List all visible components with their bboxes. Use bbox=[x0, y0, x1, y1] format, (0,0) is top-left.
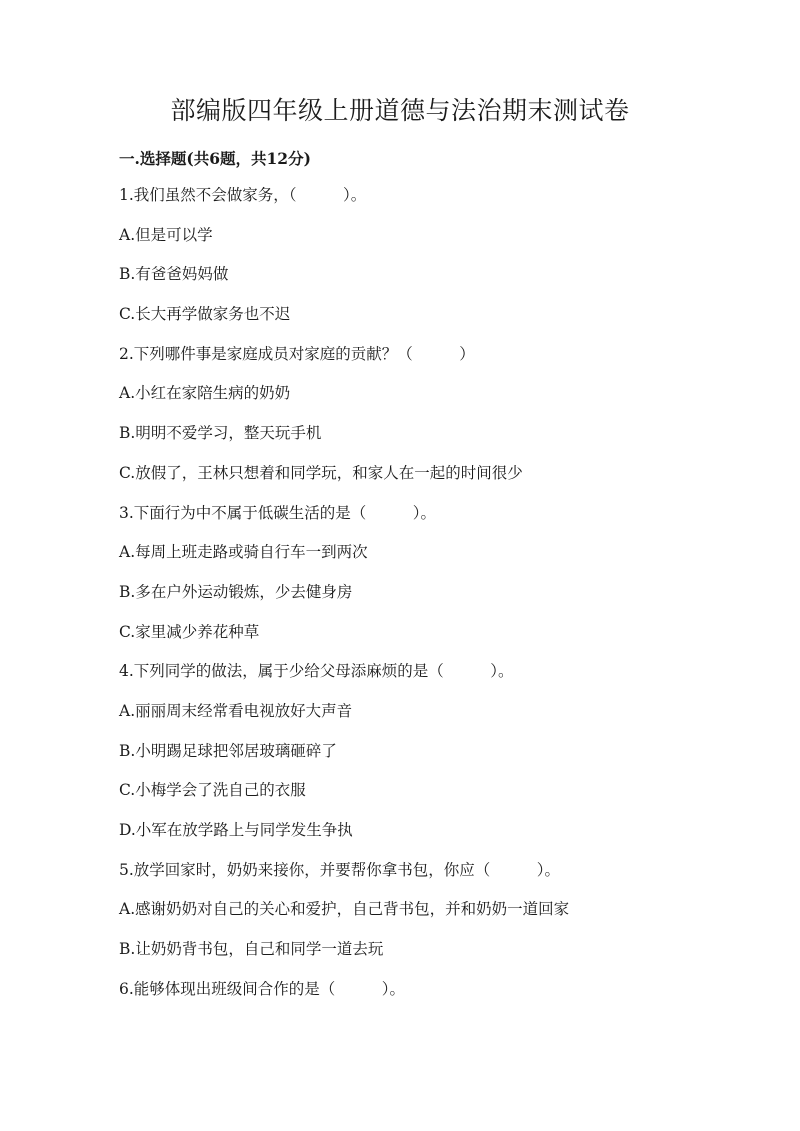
question-6: 6.能够体现出班级间合作的是（ ）。 bbox=[119, 979, 406, 998]
question-3: 3.下面行为中不属于低碳生活的是（ ）。 bbox=[119, 503, 437, 522]
question-4: 4.下列同学的做法，属于少给父母添麻烦的是（ ）。 bbox=[119, 662, 514, 681]
question-4-option-d: D.小军在放学路上与同学发生争执 bbox=[119, 821, 353, 839]
question-2: 2.下列哪件事是家庭成员对家庭的贡献？（ ） bbox=[119, 344, 475, 363]
question-3-option-b: B.多在户外运动锻炼，少去健身房 bbox=[119, 582, 353, 601]
page-title: 部编版四年级上册道德与法治期末测试卷 bbox=[170, 96, 630, 125]
question-4-option-a: A.丽丽周末经常看电视放好大声音 bbox=[119, 701, 353, 720]
question-5: 5.放学回家时，奶奶来接你，并要帮你拿书包，你应（ ）。 bbox=[119, 860, 561, 879]
question-2-option-a: A.小红在家陪生病的奶奶 bbox=[119, 384, 291, 403]
question-3-option-c: C.家里减少养花种草 bbox=[119, 622, 260, 641]
question-5-option-b: B.让奶奶背书包，自己和同学一道去玩 bbox=[119, 940, 384, 959]
question-3-option-a: A.每周上班走路或骑自行车一到两次 bbox=[119, 543, 368, 562]
question-list bbox=[119, 184, 739, 1017]
question-2-option-b: B.明明不爱学习，整天玩手机 bbox=[119, 424, 322, 443]
question-5-option-a: A.感谢奶奶对自己的关心和爱护，自己背书包，并和奶奶一道回家 bbox=[119, 900, 570, 919]
question-1-option-a: A.但是可以学 bbox=[119, 225, 213, 244]
section-header: 一.选择题(共6题，共12分) bbox=[119, 149, 311, 168]
question-4-option-b: B.小明踢足球把邻居玻璃砸碎了 bbox=[119, 741, 337, 760]
question-1-option-b: B.有爸爸妈妈做 bbox=[119, 265, 229, 284]
question-2-option-c: C.放假了，王林只想着和同学玩，和家人在一起的时间很少 bbox=[119, 463, 523, 482]
question-1-option-c: C.长大再学做家务也不迟 bbox=[119, 305, 291, 324]
question-4-option-c: C.小梅学会了洗自己的衣服 bbox=[119, 781, 306, 800]
question-1: 1.我们虽然不会做家务，（ ）。 bbox=[119, 186, 367, 204]
